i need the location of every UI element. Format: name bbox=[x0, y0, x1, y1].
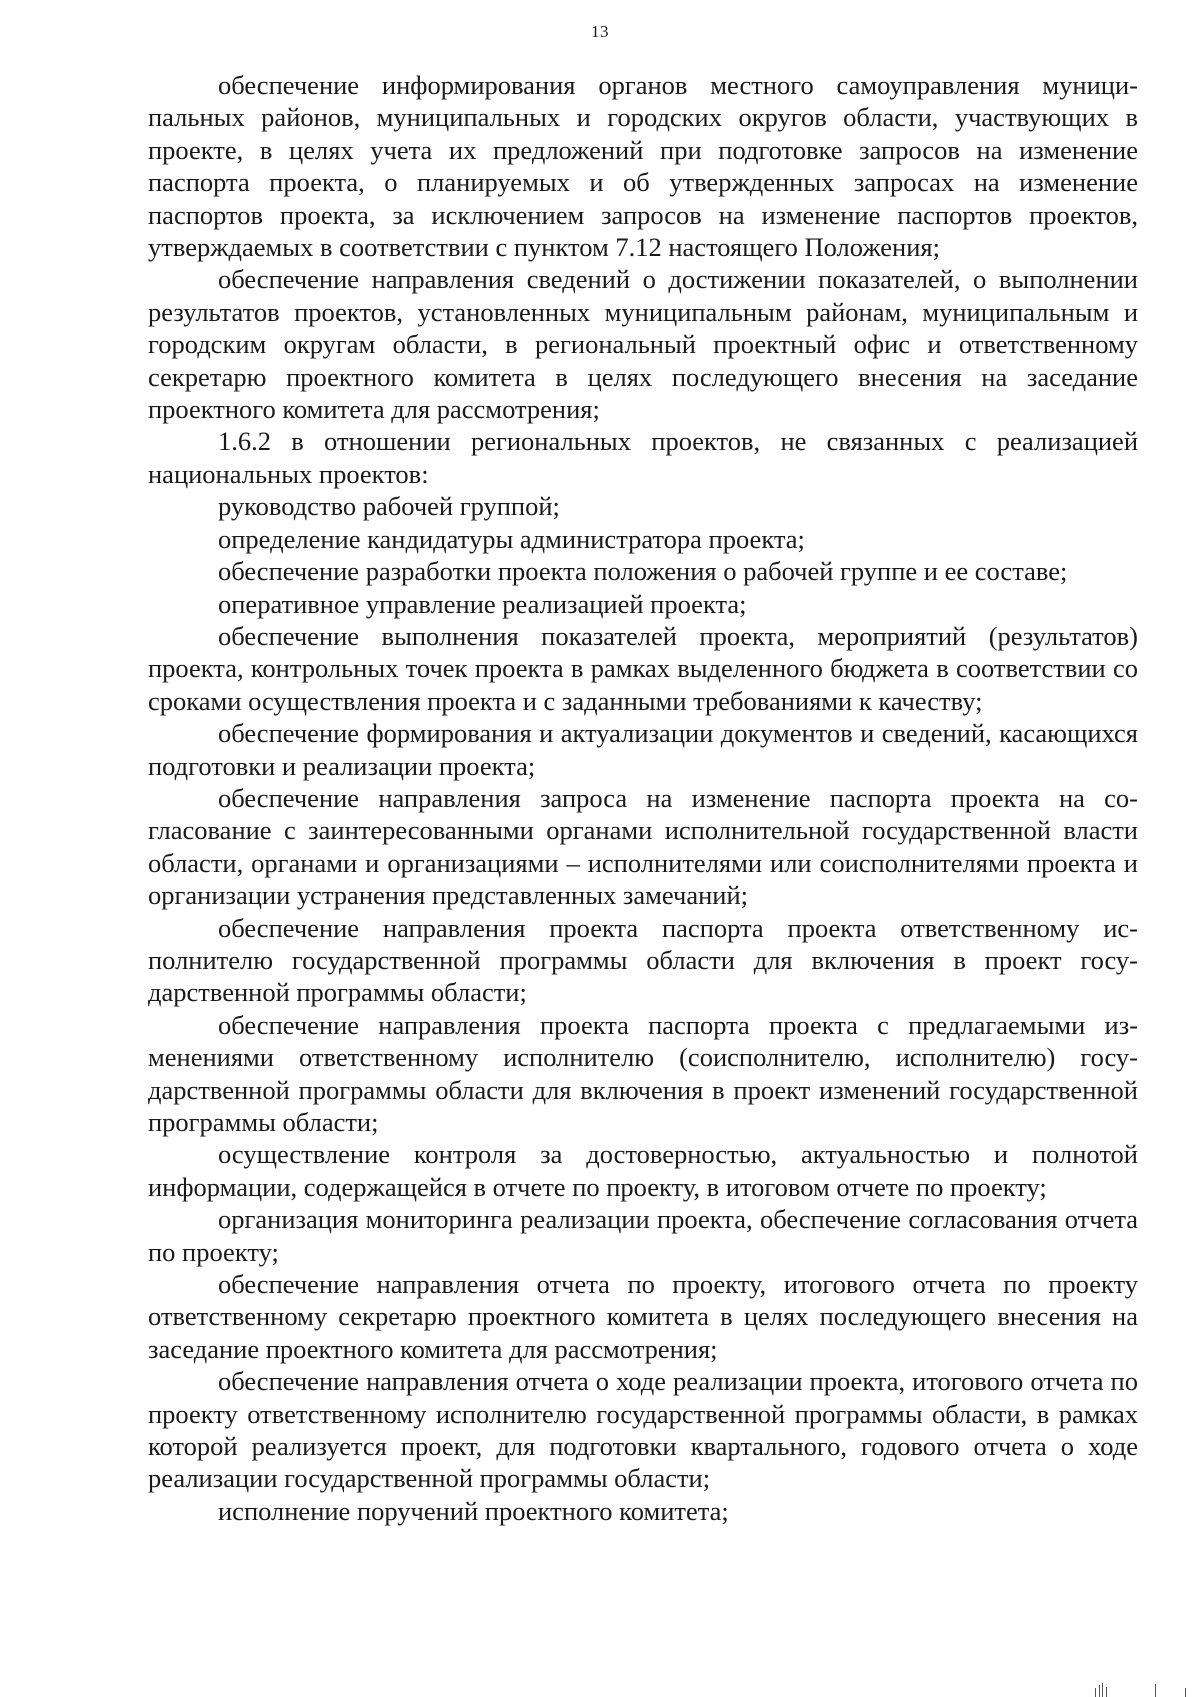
paragraph-13: осуществление контроля за достоверностью, актуальностью и полнотой информации, содержащейся в отчете по проекту, в итоговом отчете по проекту; bbox=[148, 1139, 1138, 1202]
paragraph-7: оперативное управление реализацией проекта; bbox=[218, 588, 747, 619]
paragraph-14: организация мониторинга реализации проекта, обеспечение согласования отчета по проекту; bbox=[148, 1204, 1138, 1267]
paragraph-11: обеспечение направления проекта паспорта проекта ответственному исполнителю государственной программы области для включения в проект государственной программы области; bbox=[148, 912, 1138, 1008]
paragraph-5: определение кандидатуры администратора проекта; bbox=[218, 523, 805, 554]
paragraph-4: руководство рабочей группой; bbox=[218, 491, 560, 522]
paragraph-15: обеспечение направления отчета по проекту, итогового отчета по проекту ответственному секретарю проектного комитета в целях последующего внесения на заседание проектного комитета для рассмотрения; bbox=[148, 1269, 1138, 1364]
paragraph-12: обеспечение направления проекта паспорта проекта с предлагаемыми изменениями ответственному исполнителю (соисполнителю, исполнителю) государственной программы области для включения в проект изменений государственной программы области; bbox=[148, 1009, 1138, 1137]
paragraph-6: обеспечение разработки проекта положения о рабочей группе и ее составе; bbox=[218, 556, 1068, 587]
paragraph-10: обеспечение направления запроса на изменение паспорта проекта на согласование с заинтересованными органами исполнительной государственной власти области, органами и организациями – исполнителями или соисполнителями проекта и организации устранения представленных замечаний; bbox=[148, 782, 1138, 911]
scan-artifact-marks bbox=[1095, 1680, 1190, 1697]
paragraph-1: обеспечение информирования органов местного самоуправления муниципальных районов, муниципальных и городских округов области, участвующих в проекте, в целях учета их предложений при подготовке запросов на изменение паспорта проекта, о планируемых и об утвержденных запросах на изменение паспортов проекта, за исключением запросов на изменение паспортов проектов, утверждаемых в соответствии с пунктом 7.12 настоящего Положения; bbox=[148, 70, 1138, 263]
paragraph-16: обеспечение направления отчета о ходе реализации проекта, итогового отчета по проекту ответственному исполнителю государственной программы области, в рамках которой реализуется проект, для подготовки квартального, годового отчета о ходе реализации государственной программы области; bbox=[148, 1366, 1138, 1494]
paragraph-9: обеспечение формирования и актуализации документов и сведений, касающихся подготовки и реализации проекта; bbox=[148, 718, 1138, 781]
paragraph-3: 1.6.2 в отношении региональных проектов, не связанных с реализацией национальных проектов: bbox=[148, 426, 1138, 489]
paragraph-2: обеспечение направления сведений о достижении показателей, о выполнении результатов проектов, установленных муниципальным районам, муниципальным и городским округам области, в региональный проектный офис и ответственному секретарю проектного комитета в целях последующего внесения на заседание проектного комитета для рассмотрения; bbox=[148, 264, 1138, 425]
document-body bbox=[148, 69, 1138, 1527]
paragraph-8: обеспечение выполнения показателей проекта, мероприятий (результатов) проекта, контрольных точек проекта в рамках выделенного бюджета в соответствии со сроками осуществления проекта и с заданными требованиями к качеству; bbox=[148, 620, 1138, 716]
paragraph-17: исполнение поручений проектного комитета; bbox=[218, 1495, 729, 1526]
page-number: 13 bbox=[591, 22, 609, 41]
